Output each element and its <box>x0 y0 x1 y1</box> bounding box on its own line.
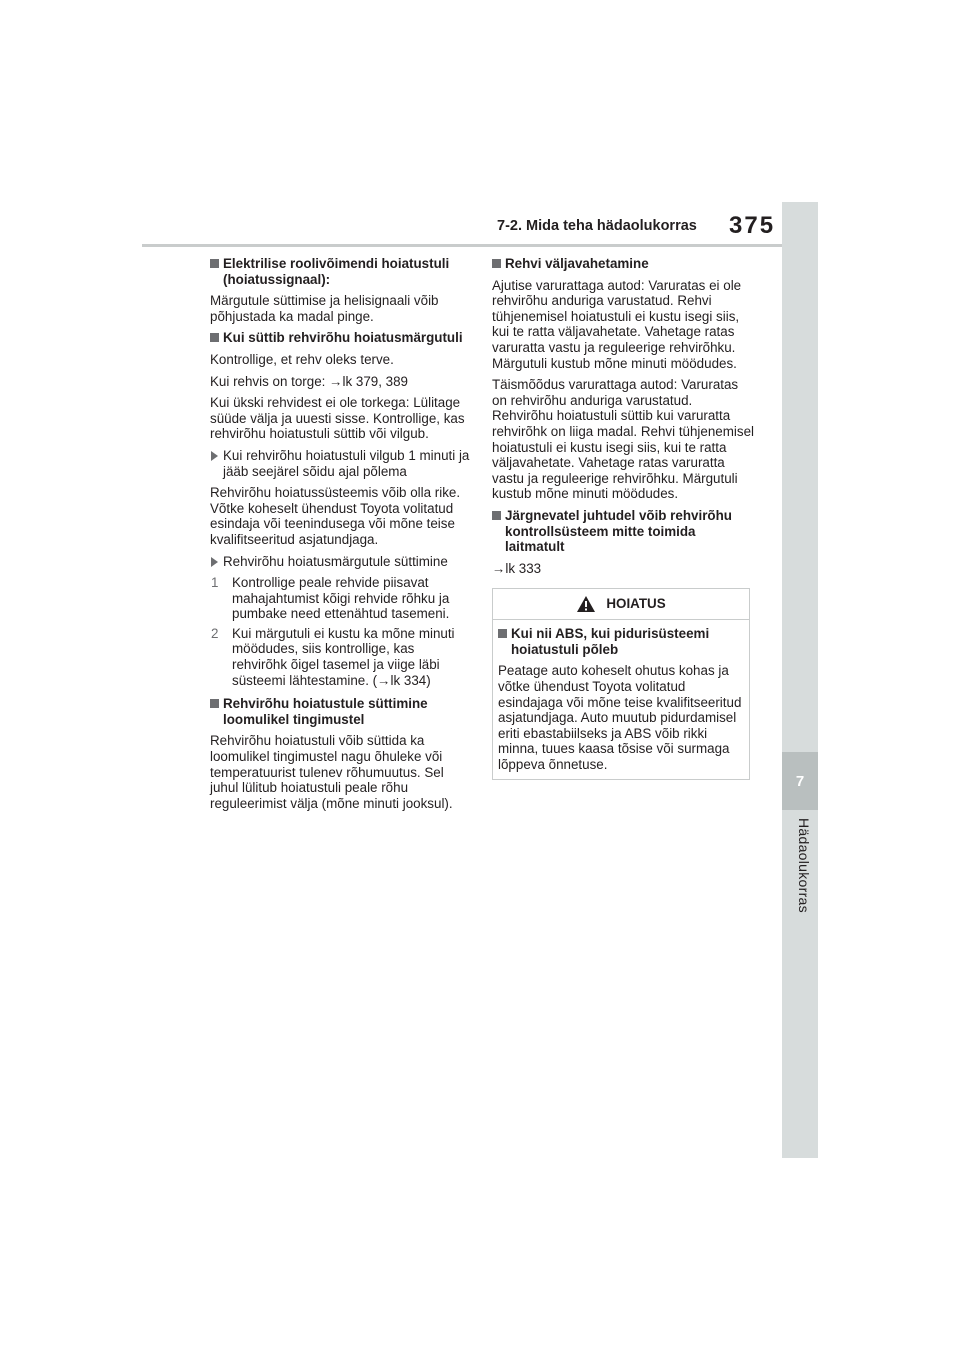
section-heading: Elektrilise roolivõimendi hoiatustuli (hoiatussignaal): <box>210 256 472 287</box>
square-bullet-icon <box>210 259 219 268</box>
warning-header <box>493 589 749 620</box>
warning-title: HOIATUS <box>606 596 666 612</box>
paragraph: Kui ükski rehvidest ei ole torkega: Lülitage süüde välja ja uuesti sisse. Kontrollige, kas rehvirõhu hoiatustuli süttib või vilgub. <box>210 395 465 442</box>
square-bullet-icon <box>210 333 219 342</box>
section-heading: Järgnevatel juhtudel võib rehvirõhu kontrollsüsteem mitte toimida laitmatult <box>492 508 754 555</box>
sub-heading: Kui rehvirõhu hoiatustuli vilgub 1 minuti ja jääb seejärel sõidu ajal põlema <box>210 448 472 479</box>
square-bullet-icon <box>210 699 219 708</box>
left-column <box>210 256 472 817</box>
page-reference: →lk 333 <box>492 560 542 576</box>
chapter-number: 7 <box>795 772 805 790</box>
paragraph: Ajutise varurattaga autod: Varuratas ei ole rehvirõhu anduriga varustatud. Rehvi tühjenemisel hoiatustuli ei kustu isegi siis, kui te ratta väljavahetate. Vahetage ratas varuratta vastu ja reguleerige rehvirõhku. Märgutuli kustub mõne minuti möödudes. <box>492 277 742 371</box>
square-bullet-icon <box>492 259 501 268</box>
section-heading: Rehvi väljavahetamine <box>492 256 754 272</box>
warning-triangle-icon <box>576 595 596 613</box>
section-title: 7-2. Mida teha hädaolukorras <box>497 218 697 234</box>
paragraph: Märgutule süttimise ja helisignaali võib põhjustada ka madal pinge. <box>210 293 439 324</box>
paragraph: Täismõõdus varurattaga autod: Varuratas on rehvirõhu anduriga varustatud. Rehvirõhu hoiatustuli süttib kui varuratta rehvirõhk on liiga madal. Rehvi tühjenemisel hoiatustuli ei kustu isegi siis, kui te ratta väljavahetate. Vahetage ratas varuratta vastu ja reguleerige rehvirõhku. Märgutuli kustub mõne minuti möödudes. <box>492 377 754 502</box>
paragraph: Rehvirõhu hoiatustuli võib süttida ka loomulikel tingimustel nagu õhuleke või temperatuurist tulenev rõhumuutus. Sel juhul lülitub hoiatustuli peale rõhu reguleerimist välja (mõne minuti jooksul). <box>210 733 453 811</box>
chapter-number-tab[interactable] <box>782 752 818 810</box>
section-heading: Rehvirõhu hoiatustule süttimine loomulikel tingimustel <box>210 696 472 727</box>
warning-text: Peatage auto koheselt ohutus kohas ja võtke ühendust Toyota volitatud esindajaga või mõne teise kvalifitseeritud asjatundjaga. Auto muutub pidurdamisel eriti ebastabiilseks ja ABS võib rikki minna, tuues kaasa tõsise või surmaga lõppeva õnnetuse. <box>498 663 742 773</box>
square-bullet-icon <box>492 511 501 520</box>
warning-content <box>493 620 749 778</box>
square-bullet-icon <box>498 629 507 638</box>
step-number: 1 <box>211 575 219 591</box>
numbered-step: 1 Kontrollige peale rehvide piisavat mahajahtumist kõigi rehvide rõhku ja pumbake need ettenähtud tasemeni. <box>211 575 450 622</box>
warning-heading: Kui nii ABS, kui pidurisüsteemi hoiatustuli põleb <box>498 626 744 657</box>
chapter-title: Hädaolukorras <box>796 818 812 913</box>
triangle-bullet-icon <box>211 451 218 461</box>
paragraph: Rehvirõhu hoiatussüsteemis võib olla rike. Võtke koheselt ühendust Toyota volitatud esindaja või teenindusega või mõne teise kvalifitseeritud asjatundjaga. <box>210 485 461 547</box>
right-column <box>492 256 754 780</box>
paragraph: Kontrollige, et rehv oleks terve. <box>210 351 394 367</box>
page-reference: Kui rehvis on torge: →lk 379, 389 <box>210 373 408 389</box>
numbered-step: 2 Kui märgutuli ei kustu ka mõne minuti möödudes, siis kontrollige, kas rehvirõhk õigel tasemel ja viige läbi süsteemi lähtestamine. (→lk 334) <box>211 625 455 688</box>
sub-heading: Rehvirõhu hoiatusmärgutule süttimine <box>210 554 472 570</box>
header-rule <box>142 244 785 247</box>
step-number: 2 <box>211 625 219 641</box>
triangle-bullet-icon <box>211 557 218 567</box>
warning-box <box>492 588 750 779</box>
page-number: 375 <box>729 212 776 239</box>
chapter-side-tab <box>782 202 818 1158</box>
section-heading: Kui süttib rehvirõhu hoiatusmärgutuli <box>210 330 472 346</box>
